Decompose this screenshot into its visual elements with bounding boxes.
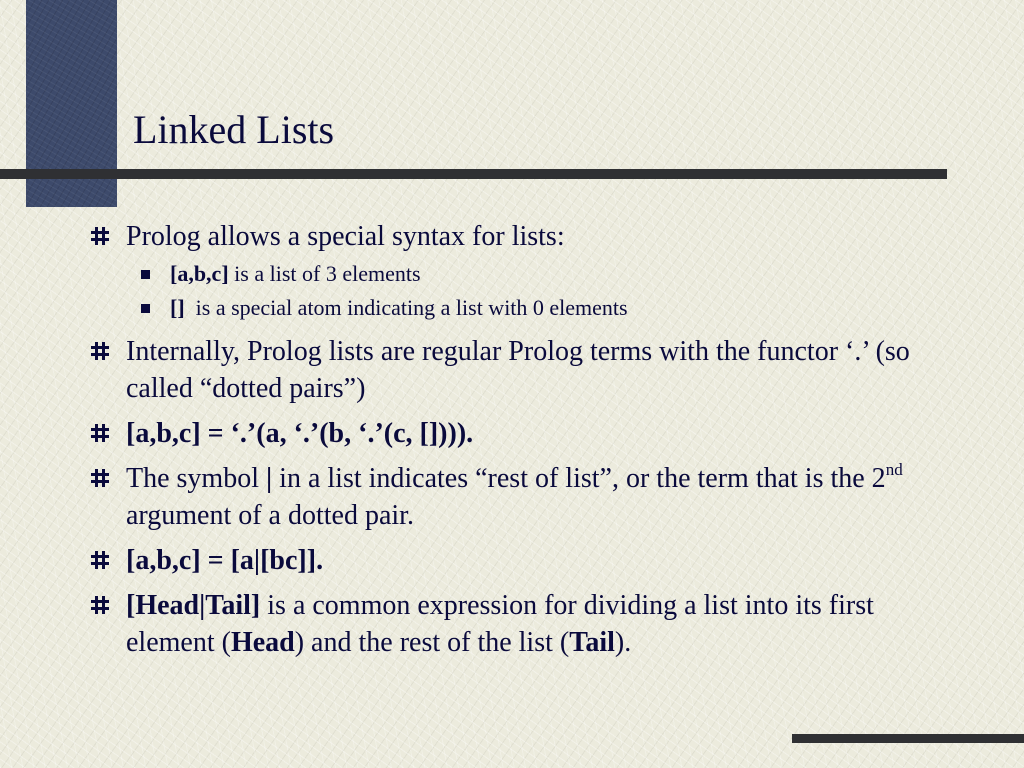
hash-bullet-icon <box>90 550 110 570</box>
square-bullet-icon <box>141 270 150 279</box>
hash-bullet-icon <box>90 468 110 488</box>
square-bullet-icon <box>141 304 150 313</box>
bullet-item-bar-example <box>88 542 968 579</box>
hash-bullet-icon <box>90 423 110 443</box>
bullet-item-internal-repr <box>88 333 968 407</box>
code-term: Head <box>230 627 295 658</box>
code-term: [a,b,c] <box>170 261 229 286</box>
code-expression: [a,b,c] = ‘.’(a, ‘.’(b, ‘.’(c, []))). <box>126 418 474 449</box>
hash-bullet-icon <box>90 226 110 246</box>
slide-content <box>88 218 968 669</box>
sub-bullet-item <box>88 293 968 323</box>
title-divider <box>0 169 947 179</box>
code-expression: [a,b,c] = [a|[bc]]. <box>126 545 324 576</box>
bullet-text: argument of a dotted pair. <box>126 500 414 531</box>
ordinal-suffix: nd <box>885 459 903 479</box>
bullet-item-list-syntax <box>88 218 968 255</box>
bullet-text: ) and the rest of the list ( <box>294 627 570 658</box>
bullet-text: Prolog allows a special syntax for lists: <box>126 221 565 252</box>
bullet-text: is a common expression for dividing a list into its first element ( <box>126 590 874 658</box>
code-term: [] <box>170 295 185 320</box>
sub-bullet-text: is a list of 3 elements <box>228 261 421 286</box>
bullet-text: Internally, Prolog lists are regular Prolog terms with the functor ‘.’ (so called “dotted pairs”) <box>126 336 910 404</box>
sub-bullet-list <box>88 259 968 323</box>
slide-title: Linked Lists <box>133 107 335 152</box>
bullet-text: ). <box>614 627 632 658</box>
hash-bullet-icon <box>90 341 110 361</box>
bullet-item-bar-symbol <box>88 460 968 534</box>
bottom-divider <box>792 734 1024 743</box>
code-term: [Head|Tail] <box>126 590 261 621</box>
bar-symbol: | <box>266 463 273 494</box>
code-term: Tail <box>569 627 615 658</box>
hash-bullet-icon <box>90 595 110 615</box>
sub-bullet-item <box>88 259 968 289</box>
bullet-item-dotted-example <box>88 415 968 452</box>
bullet-text: The symbol <box>126 463 266 494</box>
sub-bullet-text: is a special atom indicating a list with 0 elements <box>184 295 628 320</box>
bullet-text: in a list indicates “rest of list”, or the term that is the 2 <box>272 463 886 494</box>
bullet-item-head-tail <box>88 587 968 661</box>
